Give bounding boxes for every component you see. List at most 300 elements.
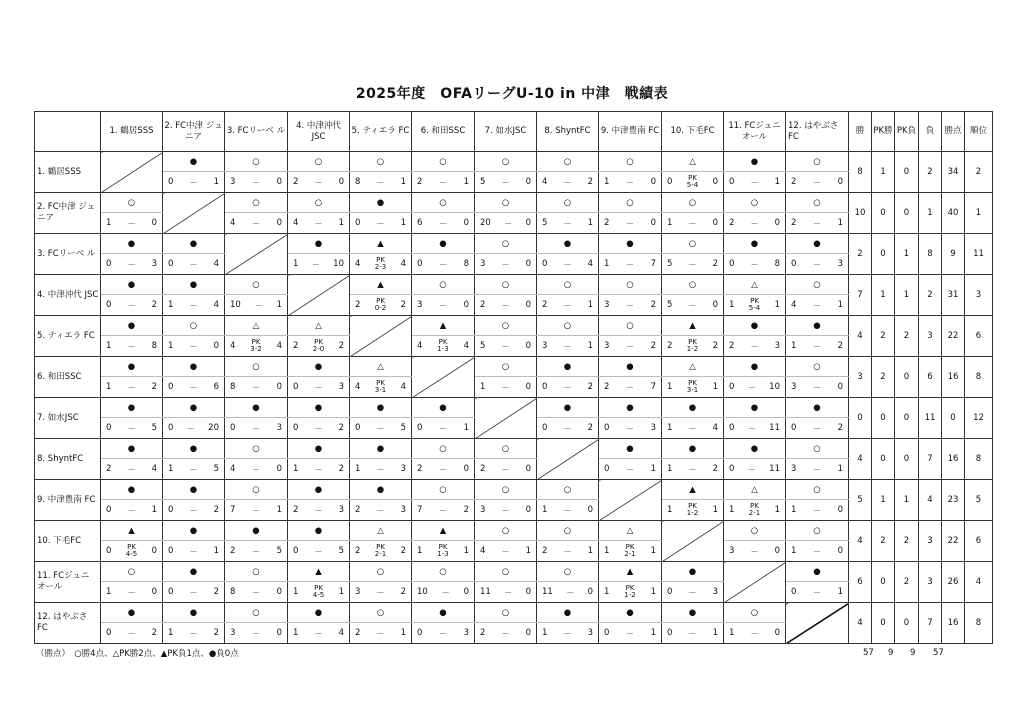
result-mark: ●: [724, 398, 786, 418]
score-dash: －: [563, 382, 572, 392]
score-dash: －: [252, 587, 260, 597]
score-home: 4: [230, 341, 236, 351]
score-dash: －: [747, 382, 756, 392]
result-mark: ○: [599, 275, 662, 295]
result-mark: ●: [599, 234, 662, 254]
score-away: 1: [712, 382, 718, 392]
score-dash: －: [189, 382, 198, 392]
score-away: 0: [587, 505, 593, 515]
diagonal-cell: [412, 357, 475, 398]
score-home: 1: [106, 341, 112, 351]
score-dash: －: [566, 587, 575, 597]
stat-value: 40: [942, 193, 965, 234]
result-mark: ○: [599, 152, 662, 172]
team-name: 11. FCジュニ オール: [35, 562, 101, 603]
score-away: 20: [208, 423, 219, 433]
result-mark: ●: [599, 398, 662, 418]
score-home: 1: [168, 464, 174, 474]
score-away: 3: [338, 382, 344, 392]
match-score: [662, 172, 724, 193]
result-mark: ○: [412, 480, 475, 500]
score-dash: －: [813, 300, 821, 310]
result-mark: ●: [101, 480, 163, 500]
column-header-stat: 勝点: [942, 112, 965, 152]
score-dash: －: [747, 464, 756, 474]
match-score: [101, 213, 163, 234]
result-mark: ○: [786, 275, 849, 295]
score-home: 1: [168, 341, 174, 351]
score-dash: －: [501, 505, 510, 515]
score-dash: －: [189, 300, 198, 310]
match-score: [288, 582, 350, 603]
team-name: 8. ShyntFC: [35, 439, 101, 480]
score-home: 0: [168, 587, 174, 597]
score-home: 2: [480, 300, 486, 310]
score-away: 0: [712, 177, 718, 187]
result-mark: ●: [163, 521, 225, 541]
stat-value: 2: [919, 275, 942, 316]
score-dash: －: [189, 341, 198, 351]
score-dash: －: [813, 177, 821, 187]
score-dash: －: [127, 628, 136, 638]
score-away: 1: [650, 546, 656, 556]
score-away: 2: [463, 505, 469, 515]
corner-cell: [35, 112, 101, 152]
score-home: 6: [417, 218, 423, 228]
result-mark: △: [225, 316, 288, 336]
match-score: [662, 377, 724, 398]
score-away: 2: [712, 259, 718, 269]
score-away: 2: [837, 423, 843, 433]
match-score: [163, 336, 225, 357]
score-home: 4: [293, 218, 299, 228]
match-score: [724, 500, 786, 521]
score-away: 7: [650, 382, 656, 392]
match-score: [163, 582, 225, 603]
score-home: 1: [729, 628, 735, 638]
match-score: [101, 295, 163, 316]
score-away: 2: [650, 341, 656, 351]
match-score: [599, 582, 662, 603]
score-away: 4: [276, 341, 282, 351]
score-away: 0: [276, 464, 282, 474]
rank-value: 3: [965, 275, 993, 316]
score-away: 4: [213, 259, 219, 269]
score-dash: －: [252, 423, 260, 433]
stat-value: 0: [872, 562, 895, 603]
stat-value: 26: [942, 562, 965, 603]
score-home: 3: [791, 464, 797, 474]
result-mark: ●: [350, 439, 412, 459]
match-score: [163, 418, 225, 439]
pk-score: PK 1-3: [437, 543, 449, 558]
score-away: 3: [276, 423, 282, 433]
score-away: 2: [213, 505, 219, 515]
score-away: 4: [400, 259, 406, 269]
match-score: [786, 418, 849, 439]
score-away: 0: [837, 546, 843, 556]
score-dash: －: [626, 259, 634, 269]
score-away: 5: [213, 464, 219, 474]
stat-value: 2: [895, 316, 919, 357]
result-mark: ○: [225, 275, 288, 295]
score-home: 0: [667, 628, 673, 638]
score-away: 4: [151, 464, 157, 474]
match-score: [537, 213, 599, 234]
stat-value: 0: [872, 234, 895, 275]
score-home: 1: [667, 218, 673, 228]
column-header-team: 5. ティエラ FC: [350, 112, 412, 152]
match-score: [724, 623, 786, 644]
score-home: 1: [667, 423, 673, 433]
match-score: [288, 623, 350, 644]
stat-value: 1: [895, 480, 919, 521]
match-score: [662, 336, 724, 357]
score-dash: －: [439, 259, 447, 269]
result-mark: ●: [101, 439, 163, 459]
column-header-team: 6. 和田SSC: [412, 112, 475, 152]
score-home: 0: [106, 259, 112, 269]
diagonal-cell: [101, 152, 163, 193]
diagonal-cell: [537, 439, 599, 480]
score-away: 0: [525, 464, 531, 474]
score-away: 0: [525, 218, 531, 228]
rank-value: 2: [965, 152, 993, 193]
score-dash: －: [504, 218, 513, 228]
score-home: 2: [106, 464, 112, 474]
column-header-stat: 順位: [965, 112, 993, 152]
score-away: 1: [276, 505, 282, 515]
score-dash: －: [439, 628, 447, 638]
score-dash: －: [688, 587, 697, 597]
stat-value: 4: [849, 316, 872, 357]
match-score: [475, 254, 537, 275]
pk-score: PK 2-1: [624, 543, 636, 558]
result-mark: ●: [662, 603, 724, 623]
score-away: 4: [463, 341, 469, 351]
result-mark: ○: [475, 603, 537, 623]
team-row: [35, 316, 993, 336]
result-mark: △: [662, 152, 724, 172]
stat-value: 1: [895, 234, 919, 275]
score-away: 0: [213, 341, 219, 351]
team-name: 5. ティエラ FC: [35, 316, 101, 357]
column-header-team: 1. 鶴居SSS: [101, 112, 163, 152]
score-dash: －: [688, 259, 697, 269]
result-mark: ●: [662, 439, 724, 459]
score-away: 3: [774, 341, 780, 351]
score-away: 0: [276, 177, 282, 187]
score-dash: －: [626, 382, 634, 392]
pk-score: PK 2-3: [374, 256, 387, 271]
result-mark: ○: [412, 193, 475, 213]
score-away: 0: [525, 177, 531, 187]
stat-value: 0: [872, 398, 895, 439]
result-mark: △: [662, 357, 724, 377]
score-home: 1: [542, 505, 548, 515]
score-dash: －: [813, 341, 821, 351]
score-away: 4: [712, 423, 718, 433]
result-mark: ▲: [662, 316, 724, 336]
score-dash: －: [127, 259, 136, 269]
match-score: [599, 336, 662, 357]
team-name: 1. 鶴居SSS: [35, 152, 101, 193]
match-score: [724, 213, 786, 234]
match-score: [412, 172, 475, 193]
result-mark: ○: [537, 152, 599, 172]
stat-value: 0: [942, 398, 965, 439]
result-mark: ●: [599, 603, 662, 623]
score-home: 2: [293, 177, 299, 187]
result-mark: ○: [412, 439, 475, 459]
diagonal-cell: [475, 398, 537, 439]
match-score: [786, 254, 849, 275]
match-score: [662, 582, 724, 603]
score-home: 3: [729, 546, 735, 556]
result-mark: ○: [537, 316, 599, 336]
score-home: 0: [667, 587, 673, 597]
score-home: 0: [106, 423, 112, 433]
rank-value: 12: [965, 398, 993, 439]
result-mark: ○: [599, 193, 662, 213]
score-home: 0: [106, 300, 112, 310]
score-home: 3: [480, 259, 486, 269]
score-home: 2: [417, 177, 423, 187]
pk-score: PK 2-0: [312, 338, 325, 353]
stat-value: 0: [849, 398, 872, 439]
match-score: [599, 541, 662, 562]
score-away: 2: [400, 300, 406, 310]
score-home: 0: [542, 382, 548, 392]
result-mark: ●: [101, 357, 163, 377]
score-home: 1: [604, 259, 610, 269]
result-mark: ●: [350, 398, 412, 418]
match-score: [599, 377, 662, 398]
score-dash: －: [688, 300, 697, 310]
score-away: 10: [769, 382, 780, 392]
score-dash: －: [501, 546, 510, 556]
score-home: 1: [667, 464, 673, 474]
rank-value: 6: [965, 521, 993, 562]
rank-value: 8: [965, 357, 993, 398]
score-home: 0: [168, 382, 174, 392]
column-total: 9: [888, 648, 894, 658]
score-home: 2: [355, 628, 361, 638]
score-home: 3: [604, 341, 610, 351]
score-dash: －: [563, 423, 572, 433]
match-score: [475, 295, 537, 316]
stat-value: 2: [872, 357, 895, 398]
match-score: [786, 336, 849, 357]
match-score: [599, 418, 662, 439]
stat-value: 9: [942, 234, 965, 275]
score-away: 1: [525, 546, 531, 556]
score-dash: －: [813, 587, 821, 597]
match-score: [412, 418, 475, 439]
result-mark: ○: [786, 521, 849, 541]
score-home: 1: [480, 382, 486, 392]
score-dash: －: [626, 628, 634, 638]
team-name: 7. 如水JSC: [35, 398, 101, 439]
stat-value: 3: [919, 521, 942, 562]
pk-score: PK 5-4: [686, 174, 699, 189]
score-dash: －: [127, 505, 136, 515]
result-mark: ○: [475, 357, 537, 377]
score-away: 8: [774, 259, 780, 269]
result-mark: ○: [786, 480, 849, 500]
score-home: 2: [667, 341, 673, 351]
table-body: [35, 152, 993, 644]
match-score: [412, 295, 475, 316]
result-mark: ●: [288, 398, 350, 418]
score-dash: －: [314, 423, 323, 433]
score-dash: －: [688, 464, 697, 474]
rank-value: 4: [965, 562, 993, 603]
team-row: [35, 603, 993, 623]
result-mark: ○: [475, 480, 537, 500]
score-away: 1: [774, 300, 780, 310]
match-score: [225, 172, 288, 193]
score-away: 1: [712, 628, 718, 638]
score-dash: －: [626, 218, 634, 228]
rank-value: 11: [965, 234, 993, 275]
score-dash: －: [501, 177, 510, 187]
score-home: 2: [355, 505, 361, 515]
diagonal-cell: [225, 234, 288, 275]
score-home: 3: [417, 300, 423, 310]
score-home: 1: [293, 587, 299, 597]
match-score: [225, 541, 288, 562]
stat-value: 7: [919, 603, 942, 644]
result-mark: ○: [350, 562, 412, 582]
column-header-stat: PK負: [895, 112, 919, 152]
result-mark: ●: [163, 152, 225, 172]
stat-value: 1: [872, 480, 895, 521]
score-home: 1: [355, 464, 361, 474]
score-dash: －: [439, 505, 447, 515]
match-score: [163, 377, 225, 398]
team-row: [35, 193, 993, 213]
score-away: 0: [525, 259, 531, 269]
score-away: 1: [650, 587, 656, 597]
result-mark: ●: [786, 562, 849, 582]
score-home: 2: [355, 300, 361, 310]
pk-score: PK 3-2: [250, 338, 262, 353]
score-dash: －: [189, 259, 198, 269]
match-score: [786, 377, 849, 398]
pk-score: PK 4-5: [312, 584, 325, 599]
result-mark: ●: [101, 603, 163, 623]
stat-value: 31: [942, 275, 965, 316]
score-dash: －: [127, 382, 136, 392]
score-home: 0: [168, 259, 174, 269]
score-dash: －: [688, 628, 697, 638]
score-home: 8: [355, 177, 361, 187]
score-home: 0: [729, 382, 735, 392]
score-away: 1: [837, 464, 843, 474]
match-score: [350, 418, 412, 439]
score-away: 10: [333, 259, 344, 269]
score-away: 3: [400, 464, 406, 474]
result-mark: ○: [288, 152, 350, 172]
score-home: 0: [355, 218, 361, 228]
team-row: [35, 357, 993, 377]
result-mark: ●: [225, 521, 288, 541]
match-score: [475, 623, 537, 644]
score-home: 11: [542, 587, 553, 597]
score-away: 5: [400, 423, 406, 433]
score-away: 1: [650, 628, 656, 638]
score-dash: －: [563, 218, 572, 228]
result-mark: ●: [163, 562, 225, 582]
result-mark: ○: [225, 603, 288, 623]
match-score: [786, 541, 849, 562]
stat-value: 3: [919, 316, 942, 357]
result-mark: ○: [475, 316, 537, 336]
score-dash: －: [501, 300, 510, 310]
score-home: 3: [230, 177, 236, 187]
score-home: 10: [230, 300, 241, 310]
score-dash: －: [189, 505, 198, 515]
team-row: [35, 398, 993, 418]
score-away: 2: [400, 587, 406, 597]
column-header-stat: 勝: [849, 112, 872, 152]
score-home: 10: [417, 587, 428, 597]
match-score: [662, 254, 724, 275]
result-mark: ○: [475, 152, 537, 172]
score-dash: －: [314, 382, 323, 392]
stat-value: 2: [895, 562, 919, 603]
score-dash: －: [314, 505, 323, 515]
match-score: [163, 254, 225, 275]
score-dash: －: [626, 464, 634, 474]
match-score: [475, 582, 537, 603]
result-mark: ○: [225, 439, 288, 459]
score-dash: －: [563, 505, 572, 515]
result-mark: ○: [163, 316, 225, 336]
score-dash: －: [563, 177, 572, 187]
score-home: 2: [230, 546, 236, 556]
result-mark: ●: [412, 398, 475, 418]
score-away: 0: [338, 177, 344, 187]
score-dash: －: [127, 341, 136, 351]
result-mark: ○: [350, 603, 412, 623]
match-score: [163, 295, 225, 316]
match-score: [101, 541, 163, 562]
result-mark: ○: [475, 234, 537, 254]
result-mark: ○: [786, 152, 849, 172]
team-name: 4. 中津沖代 JSC: [35, 275, 101, 316]
score-home: 0: [293, 546, 299, 556]
score-away: 1: [463, 177, 469, 187]
result-mark: ○: [475, 193, 537, 213]
score-away: 1: [712, 505, 718, 515]
team-name: 3. FCリーベ ル: [35, 234, 101, 275]
result-mark: ●: [724, 439, 786, 459]
result-mark: ○: [599, 316, 662, 336]
score-home: 0: [417, 259, 423, 269]
match-score: [537, 500, 599, 521]
pk-score: PK 3-1: [686, 379, 699, 394]
result-mark: ○: [412, 275, 475, 295]
result-mark: ○: [225, 357, 288, 377]
score-away: 8: [463, 259, 469, 269]
match-score: [163, 459, 225, 480]
match-score: [288, 541, 350, 562]
column-header-team: 12. はやぶさ FC: [786, 112, 849, 152]
match-score: [537, 295, 599, 316]
match-score: [537, 172, 599, 193]
